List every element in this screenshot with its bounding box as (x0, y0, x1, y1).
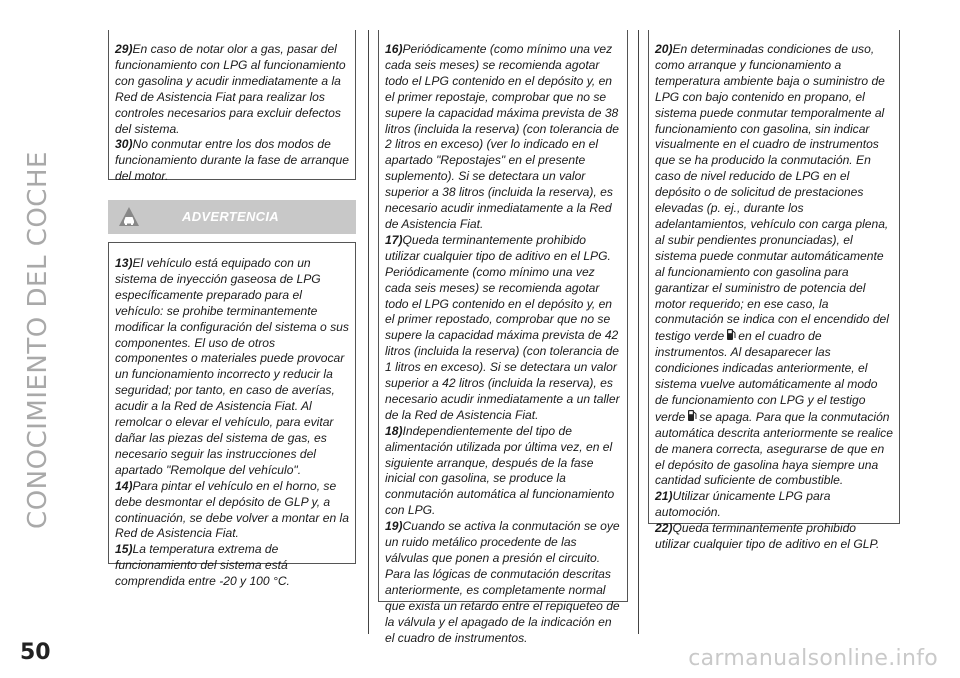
warning-header (108, 200, 356, 234)
note-text: Independientemente del tipo de alimentación utilizada por última vez, en el siguiente arranque, después de la fase inicial con gasolina, se produce la conmutación automática al funcionamiento con LPG. (385, 423, 615, 518)
note-18 (385, 424, 621, 519)
note-number: 15) (115, 542, 133, 557)
note-22 (655, 521, 893, 553)
note-13 (115, 256, 349, 479)
section-title: CONOCIMIENTO DEL COCHE (23, 151, 53, 529)
note-text: Periódicamente (como mínimo una vez cada seis meses) se recomienda agotar todo el LPG contenido en el depósito y, en el primer repostaje, comprobar que no se supere la capacidad máxima prevista de 38 litros (incluida la reserva) (con tolerancia de 2 litros en exceso) (ver lo indicado en el apartado "Repostajes" en el presente suplemento). Si se detectara un valor superior a 38 litros (incluida la reserva), es necesario acudir inmediatamente a la Red de Asistencia Fiat. (385, 42, 619, 231)
note-16 (385, 42, 621, 233)
note-14 (115, 479, 349, 543)
note-number: 16) (385, 42, 403, 56)
note-number: 14) (115, 478, 133, 493)
note-text: Queda terminantemente prohibido utilizar cualquier tipo de aditivo en el GLP. (655, 521, 880, 552)
note-text: No conmutar entre los dos modos de funcionamiento durante la fase de arranque del motor. (115, 137, 349, 184)
note-text: En determinadas condiciones de uso, como arranque y funcionamiento a temperatura ambiente baja o suministro de LPG con bajo contenido en propano, el sistema puede conmutar temporalmente al funcionamiento con gasolina, sin indicar visualmente en el cuadro de instrumentos que se ha producido la conmutación. En caso de nivel reducido de LPG en el depósito o de solicitud de prestaciones elevadas (p. ej., durante los adelantamientos, vehículo con carga plena, al subir pendientes pronunciadas), el sistema puede conmutar automáticamente al funcionamiento con gasolina para garantizar el suministro de potencia del motor requerido; en ese caso, la conmutación se indica con el encendido del testigo verde (655, 42, 889, 344)
note-number: 30) (115, 137, 133, 152)
note-box-16-19 (378, 30, 628, 645)
warning-box (108, 242, 356, 589)
note-number: 20) (655, 42, 673, 56)
note-number: 19) (385, 519, 403, 534)
note-text: El vehículo está equipado con un sistema de inyección gaseosa de LPG específicamente preparado para el vehículo: se prohibe terminantemente modificar la configuración del sistema o sus componentes. El uso de otros componentes o materiales puede provocar un funcionamiento incorrecto y reducir la seguridad; por tanto, en caso de averías, acudir a la Red de Asistencia Fiat. Al remolcar o elevar el vehículo, para evitar dañar las piezas del sistema de gas, es necesario seguir las instrucciones del apartado "Remolque del vehículo". (115, 256, 349, 477)
page-number: 50 (20, 640, 51, 665)
car-warning-icon (118, 206, 140, 228)
warning-title: ADVERTENCIA (182, 209, 279, 224)
note-21 (655, 489, 893, 521)
note-box-29-30 (108, 30, 356, 184)
note-text: Queda terminantemente prohibido utilizar cualquier tipo de aditivo en el LPG. Periódicamente (como mínimo una vez cada seis meses) se recomienda agotar todo el LPG contenido en el depósito y, en el primer repostado, comprobar que no se supere la capacidad máxima prevista de 42 litros (incluida la reserva) (con tolerancia de 1 litros en exceso). Si se detectara un valor superior a 42 litros (incluida la reserva), es necesario acudir inmediatamente a un taller de la Red de Asistencia Fiat. (385, 232, 620, 422)
note-number: 18) (385, 423, 403, 438)
fuel-pump-icon (687, 409, 697, 422)
note-text: En caso de notar olor a gas, pasar del funcionamiento con LPG al funcionamiento con gasolina y acudir inmediatamente a la Red de Asistencia Fiat para realizar los controles necesarios para excluir defectos del sistema. (115, 42, 346, 136)
column-divider (368, 30, 369, 634)
note-19 (385, 519, 621, 646)
note-15 (115, 542, 349, 590)
fuel-pump-icon (726, 328, 736, 341)
note-text: Para pintar el vehículo en el horno, se debe desmontar el depósito de GLP y, a continuación, se debe volver a montar en la Red de Asistencia Fiat. (115, 478, 349, 541)
note-box-20-22 (648, 30, 900, 552)
note-30 (115, 137, 349, 185)
note-text: Cuando se activa la conmutación se oye un ruido metálico procedente de las válvulas que ponen a presión el circuito. Para las lógicas de conmutación descritas anteriormente, es completamente normal que exista un retardo entre el repiqueteo de la válvula y el apagado de la indicación en el cuadro de instrumentos. (385, 519, 620, 645)
note-number: 17) (385, 232, 403, 247)
note-29 (115, 42, 349, 137)
note-text: Utilizar únicamente LPG para automoción. (655, 489, 831, 520)
note-17 (385, 233, 621, 424)
note-number: 22) (655, 521, 673, 536)
note-20 (655, 42, 893, 489)
note-number: 21) (655, 489, 673, 504)
note-text: La temperatura extrema de funcionamiento del sistema está comprendida entre -20 y 100 °C. (115, 542, 290, 589)
note-number: 13) (115, 256, 133, 270)
watermark: carmanualsonline.info (688, 646, 938, 671)
note-text: se apaga. Para que la conmutación automática descrita anteriormente se realice de manera correcta, asegurarse de que en el depósito de gasolina haya siempre una cantidad suficiente de combustible. (655, 409, 893, 488)
column-divider (638, 30, 639, 634)
note-number: 29) (115, 42, 133, 56)
note-text: en el cuadro de instrumentos. Al desaparecer las condiciones indicadas anteriormente, el sistema vuelve automáticamente al modo de funcionamiento con LPG y el testigo verde (655, 329, 878, 424)
